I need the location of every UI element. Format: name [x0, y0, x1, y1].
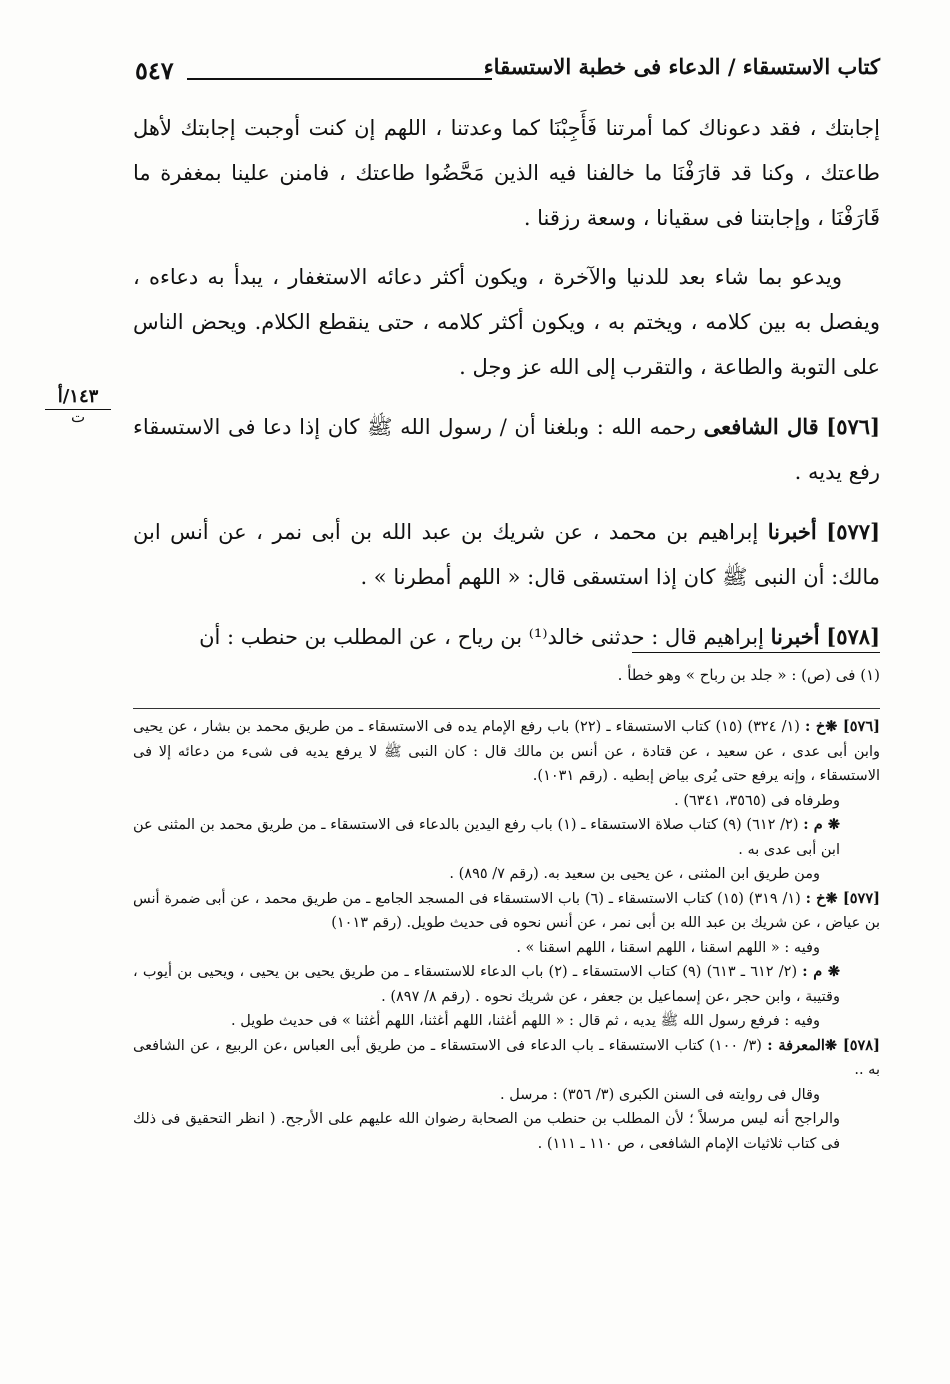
ref-tag: ❋ م :	[802, 963, 840, 980]
ref-tag: [٥٧٦] ❋خ :	[805, 718, 881, 735]
paragraph-578	[133, 614, 880, 660]
ref-tag: ❋ م :	[803, 816, 841, 833]
hadith-text: رحمه الله : وبلغنا أن / رسول الله ﷺ كان إذا دعا فى الاستسقاء رفع يديه .	[133, 415, 880, 484]
margin-folio-note	[38, 386, 118, 426]
paragraph-1: إجابتك ، فقد دعوناك كما أمرتنا فَأَجِبْنَا كما وعدتنا ، اللهم إن كنت أوجبت إجابتك لأهل طاعتك ، وكنا قد قارَفْنَا ما خالفنا فيه الذين مَحَّضُوا طاعتك ، فامنن علينا بمغفرة ما قَارَفْنَا ، وإجابتنا فى سقيانا ، وسعة رزقنا .	[133, 116, 880, 230]
ref-576-cont: وطرفاه فى (٣٥٦٥، ٦٣٤١) .	[674, 792, 840, 809]
ref-576-muslim-cont: ومن طريق ابن المثنى ، عن يحيى بن سعيد به. (رقم ٧/ ٨٩٥) .	[449, 866, 820, 882]
folio-number: ١٤٣/أ	[57, 386, 99, 407]
ref-text: (٢/ ٦١٢ ـ ٦١٣) (٩) كتاب الاستسقاء ـ (٢) باب الدعاء للاستسقاء ـ من طريق يحيى بن يحيى ، ويحيى بن أيوب ، وقتيبة ، وابن حجر ،عن إسماعيل بن جعفر ، عن شريك نحوه . (رقم ٨/ ٨٩٧) .	[133, 964, 840, 1005]
hadith-text: إبراهيم بن محمد ، عن شريك بن عبد الله بن أبى نمر ، عن أنس ابن مالك: أن النبى ﷺ كان إذا استسقى قال: « اللهم أمطرنا » .	[133, 520, 880, 589]
folio-manuscript-siglum: ت	[70, 408, 86, 426]
ref-tag: [٥٧٧] ❋خ :	[805, 889, 880, 907]
references	[133, 715, 880, 1156]
ref-576	[133, 715, 880, 789]
ref-577-cont: وفيه : « اللهم اسقنا ، اللهم اسقنا ، اللهم اسقنا » .	[516, 939, 820, 956]
ref-578-note: والراجح أنه ليس مرسلاً ؛ لأن المطلب بن حنطب من الصحابة رضوان الله عليهم على الأرجح. ( انظر التحقيق فى ذلك فى كتاب ثلاثيات الإمام الشافعى ، ص ١١٠ ـ ١١١) .	[133, 1111, 840, 1152]
page-number: ٥٤٧	[135, 56, 174, 85]
paragraph-2: ويدعو بما شاء بعد للدنيا والآخرة ، ويكون أكثر دعائه الاستغفار ، يبدأ به دعاءه ، ويفصل به بين كلامه ، ويختم به ، ويكون أكثر كلامه ، حتى ينقطع الكلام. ويحض الناس على التوبة والطاعة ، والتقرب إلى الله عز وجل .	[133, 265, 880, 379]
ref-577	[133, 887, 880, 936]
ref-text: (١/ ٣٢٤) (١٥) كتاب الاستسقاء ـ (٢٢) باب رفع الإمام يده فى الاستسقاء ـ من طريق محمد بن بشار ، عن يحيى وابن أبى عدى ، عن سعيد ، عن قتادة ، عن أنس بن مالك قال : كان النبى ﷺ لا يرفع يديه فى شىء من دعائه إلا فى الاستسقاء ، وإنه يرفع حتى يُرى بياض إبطيه . (رقم ١٠٣١).	[133, 719, 880, 784]
hadith-lead: أخبرنا	[770, 624, 820, 649]
page-header	[135, 52, 880, 92]
running-head: كتاب الاستسقاء / الدعاء فى خطبة الاستسقاء	[483, 54, 880, 79]
ref-577-muslim	[133, 960, 880, 1009]
ref-578-cont: وقال فى روايته فى السنن الكبرى (٣/ ٣٥٦) : مرسل .	[500, 1086, 820, 1103]
ref-text: (٣/ ١٠٠) كتاب الاستسقاء ـ باب الدعاء فى الاستسقاء ـ من طريق أبى العباس ،عن الربيع ، عن الشافعى به ..	[133, 1037, 880, 1078]
ref-576-muslim	[133, 813, 880, 862]
hadith-number: [٥٧٦]	[826, 414, 880, 439]
hadith-lead: أخبرنا	[767, 519, 817, 544]
ref-577-muslim-cont: وفيه : فرفع رسول الله ﷺ يديه ، ثم قال : « اللهم أغثنا، اللهم أغثنا، اللهم أغثنا » فى حديث طويل .	[231, 1013, 820, 1029]
references-rule	[133, 708, 880, 709]
ref-578	[133, 1034, 880, 1083]
header-rule	[187, 78, 492, 80]
ref-text: (١/ ٣١٩) (١٥) كتاب الاستسقاء ـ (٦) باب الاستسقاء فى المسجد الجامع ـ من طريق محمد ، عن أبى ضمرة أنس بن عياض ، عن شريك بن عبد الله بن أبى نمر ، عن أنس نحوه فى حديث طويل. (رقم ١٠١٣)	[133, 890, 880, 931]
main-text	[133, 106, 880, 674]
hadith-number: [٥٧٧]	[826, 519, 880, 544]
footnote-1: (١) فى (ص) : « جلد بن رباح » وهو خطأ .	[617, 666, 880, 684]
paragraph-576	[133, 404, 880, 495]
ref-text: (٢/ ٦١٢) (٩) كتاب صلاة الاستسقاء ـ (١) باب رفع اليدين بالدعاء فى الاستسقاء ـ من طريق محمد بن المثنى عن ابن أبى عدى به .	[133, 817, 840, 858]
paragraph-577	[133, 509, 880, 600]
footnote-rule	[632, 652, 880, 653]
hadith-lead: قال الشافعى	[703, 414, 819, 439]
hadith-text: إبراهيم قال : حدثنى خالد⁽¹⁾ بن رياح ، عن المطلب بن حنطب : أن	[199, 625, 764, 649]
ref-tag: [٥٧٨] ❋المعرفة :	[767, 1036, 880, 1054]
hadith-number: [٥٧٨]	[826, 624, 880, 649]
